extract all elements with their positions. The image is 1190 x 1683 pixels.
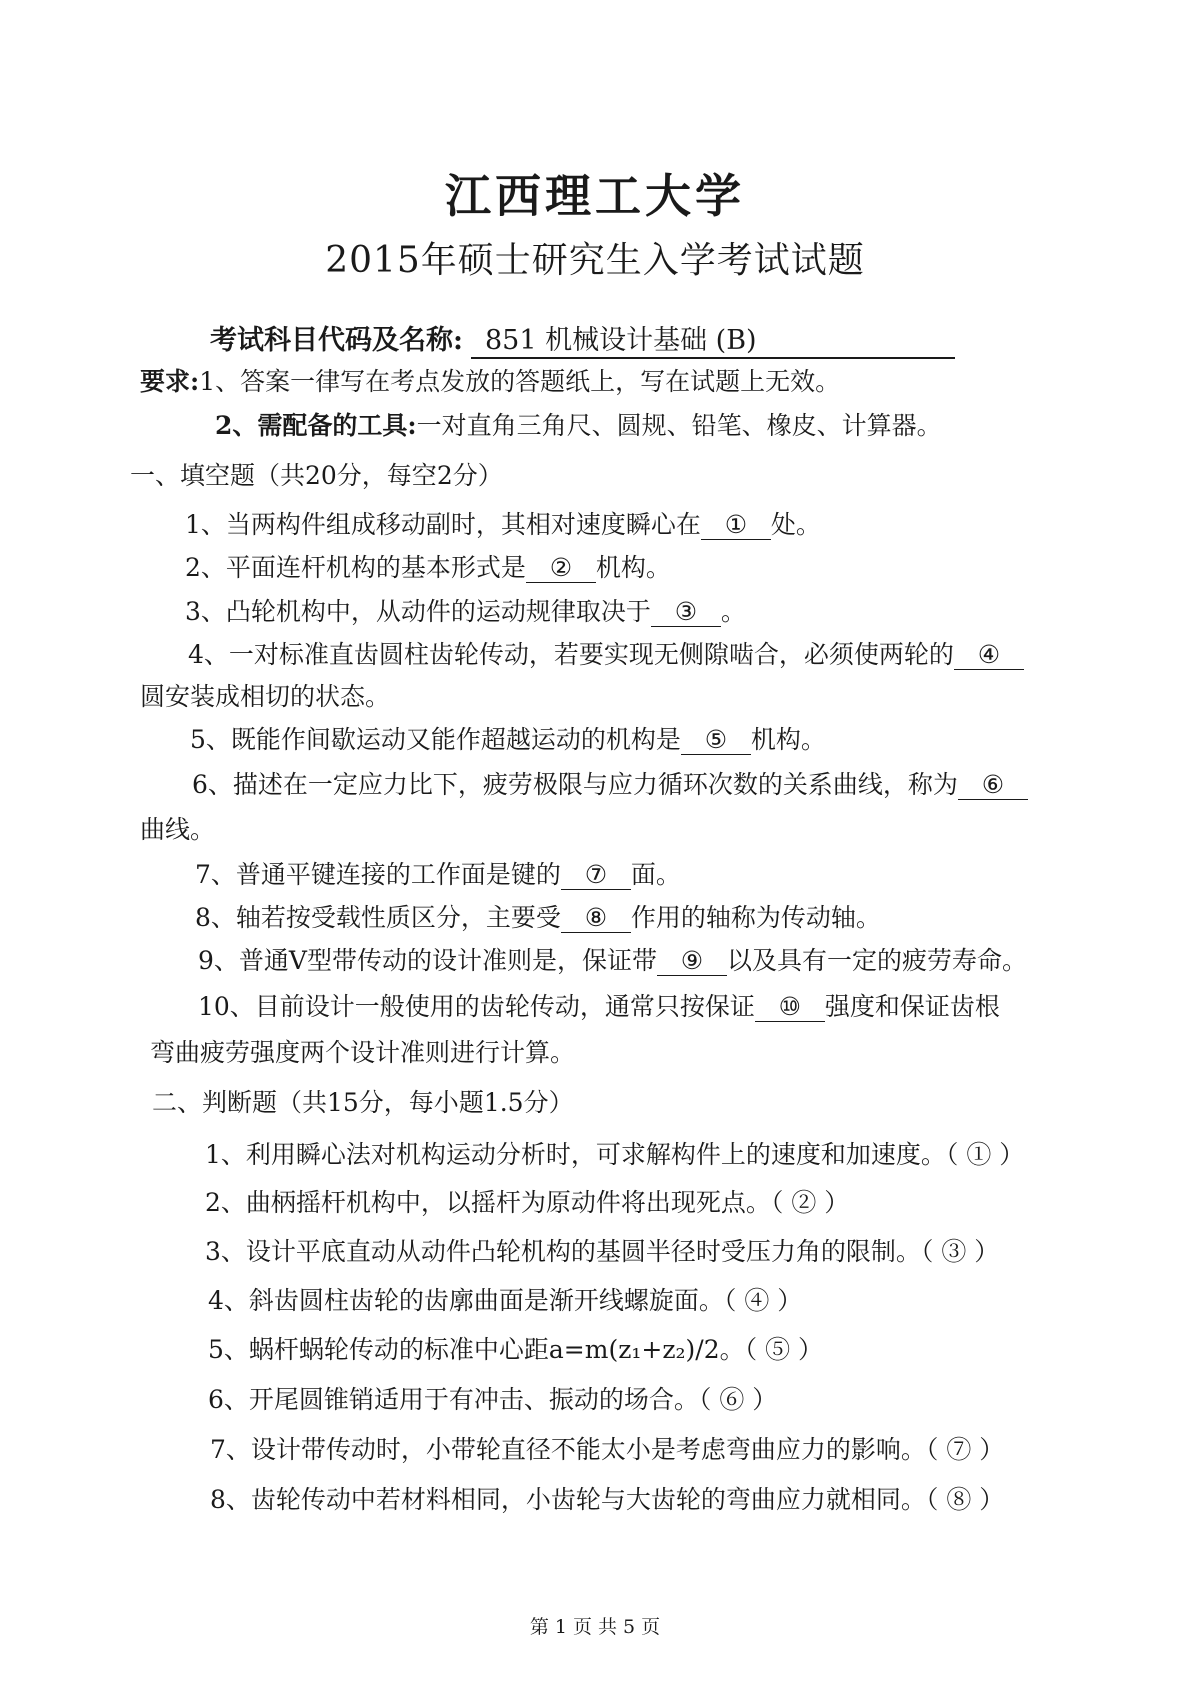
judge-question-5: 5、蜗杆蜗轮传动的标准中心距a=m(z₁+z₂)/2。（ ⑤ ） [208,1335,824,1364]
answer-blank: ⑧ [561,903,631,933]
question-text: 作用的轴称为传动轴。 [630,903,881,932]
fill-question-10 [198,987,1000,1023]
fill-question-8 [195,898,881,934]
requirement-2 [215,406,942,442]
judge-question-1: 1、利用瞬心法对机构运动分析时，可求解构件上的速度和加速度。（ ① ） [205,1140,1025,1169]
judge-question-3: 3、设计平底直动从动件凸轮机构的基圆半径时受压力角的限制。（ ③ ） [205,1237,1000,1266]
answer-blank: ① [701,510,771,540]
requirement-item-2-text: 一对直角三角尺、圆规、铅笔、橡皮、计算器。 [416,411,942,440]
question-text: 4、一对标准直齿圆柱齿轮传动，若要实现无侧隙啮合，必须使两轮的 [188,640,954,669]
answer-blank: ⑥ [958,770,1028,800]
section-2-title: 二、判断题（共15分，每小题1.5分） [152,1088,574,1117]
fill-question-2 [185,548,671,584]
question-text: 机构。 [595,553,671,582]
question-text: 6、描述在一定应力比下，疲劳极限与应力循环次数的关系曲线，称为 [192,770,958,799]
judge-question-7: 7、设计带传动时，小带轮直径不能太小是考虑弯曲应力的影响。（ ⑦ ） [210,1435,1005,1464]
question-text: 处。 [770,510,821,539]
fill-question-10-cont: 弯曲疲劳强度两个设计准则进行计算。 [150,1038,576,1067]
answer-blank: ⑤ [681,725,751,755]
fill-question-4 [188,635,1024,671]
section-1-title: 一、填空题（共20分，每空2分） [130,461,503,490]
question-text: 7、普通平键连接的工作面是键的 [195,860,561,889]
answer-blank: ⑨ [657,946,727,976]
fill-question-6 [192,765,1028,801]
answer-blank: ⑩ [755,992,825,1022]
subject-line [210,318,955,359]
page-number: 第 1 页 共 5 页 [529,1616,661,1638]
requirement-item-1: 1、答案一律写在考点发放的答题纸上，写在试题上无效。 [199,367,841,396]
question-text: 面。 [630,860,681,889]
question-text: 以及具有一定的疲劳寿命。 [726,946,1027,975]
requirement-label: 要求: [140,367,200,396]
question-text: 2、平面连杆机构的基本形式是 [185,553,526,582]
exam-title: 2015年硕士研究生入学考试试题 [325,240,865,281]
judge-question-2: 2、曲柄摇杆机构中，以摇杆为原动件将出现死点。（ ② ） [205,1188,850,1217]
question-text: 。 [720,597,746,626]
question-text: 1、当两构件组成移动副时，其相对速度瞬心在 [185,510,701,539]
fill-question-7 [195,855,681,891]
judge-question-4: 4、斜齿圆柱齿轮的齿廓曲面是渐开线螺旋面。（ ④ ） [208,1286,803,1315]
university-title: 江西理工大学 [445,169,745,223]
question-text: 8、轴若按受载性质区分，主要受 [195,903,561,932]
question-text: 机构。 [750,725,826,754]
question-text: 10、目前设计一般使用的齿轮传动，通常只按保证 [198,992,755,1021]
answer-blank: ② [526,553,596,583]
question-text: 5、既能作间歇运动又能作超越运动的机构是 [190,725,681,754]
requirement-1 [140,362,840,398]
answer-blank: ③ [651,597,721,627]
judge-question-6: 6、开尾圆锥销适用于有冲击、振动的场合。（ ⑥ ） [208,1385,778,1414]
fill-question-1 [185,505,821,541]
judge-question-8: 8、齿轮传动中若材料相同，小齿轮与大齿轮的弯曲应力就相同。（ ⑧ ） [210,1485,1005,1514]
subject-value: 851 机械设计基础 (B) [471,318,955,359]
subject-label: 考试科目代码及名称: [210,325,463,356]
answer-blank: ⑦ [561,860,631,890]
fill-question-4-cont: 圆安装成相切的状态。 [140,682,391,711]
fill-question-3 [185,592,746,628]
fill-question-6-cont: 曲线。 [140,815,216,844]
fill-question-9 [198,941,1027,977]
requirement-item-2-label: 2、需配备的工具: [215,411,417,440]
question-text: 3、凸轮机构中，从动件的运动规律取决于 [185,597,651,626]
question-text: 9、普通V型带传动的设计准则是，保证带 [198,946,657,975]
question-text: 强度和保证齿根 [824,992,1000,1021]
fill-question-5 [190,720,826,756]
answer-blank: ④ [954,640,1024,670]
